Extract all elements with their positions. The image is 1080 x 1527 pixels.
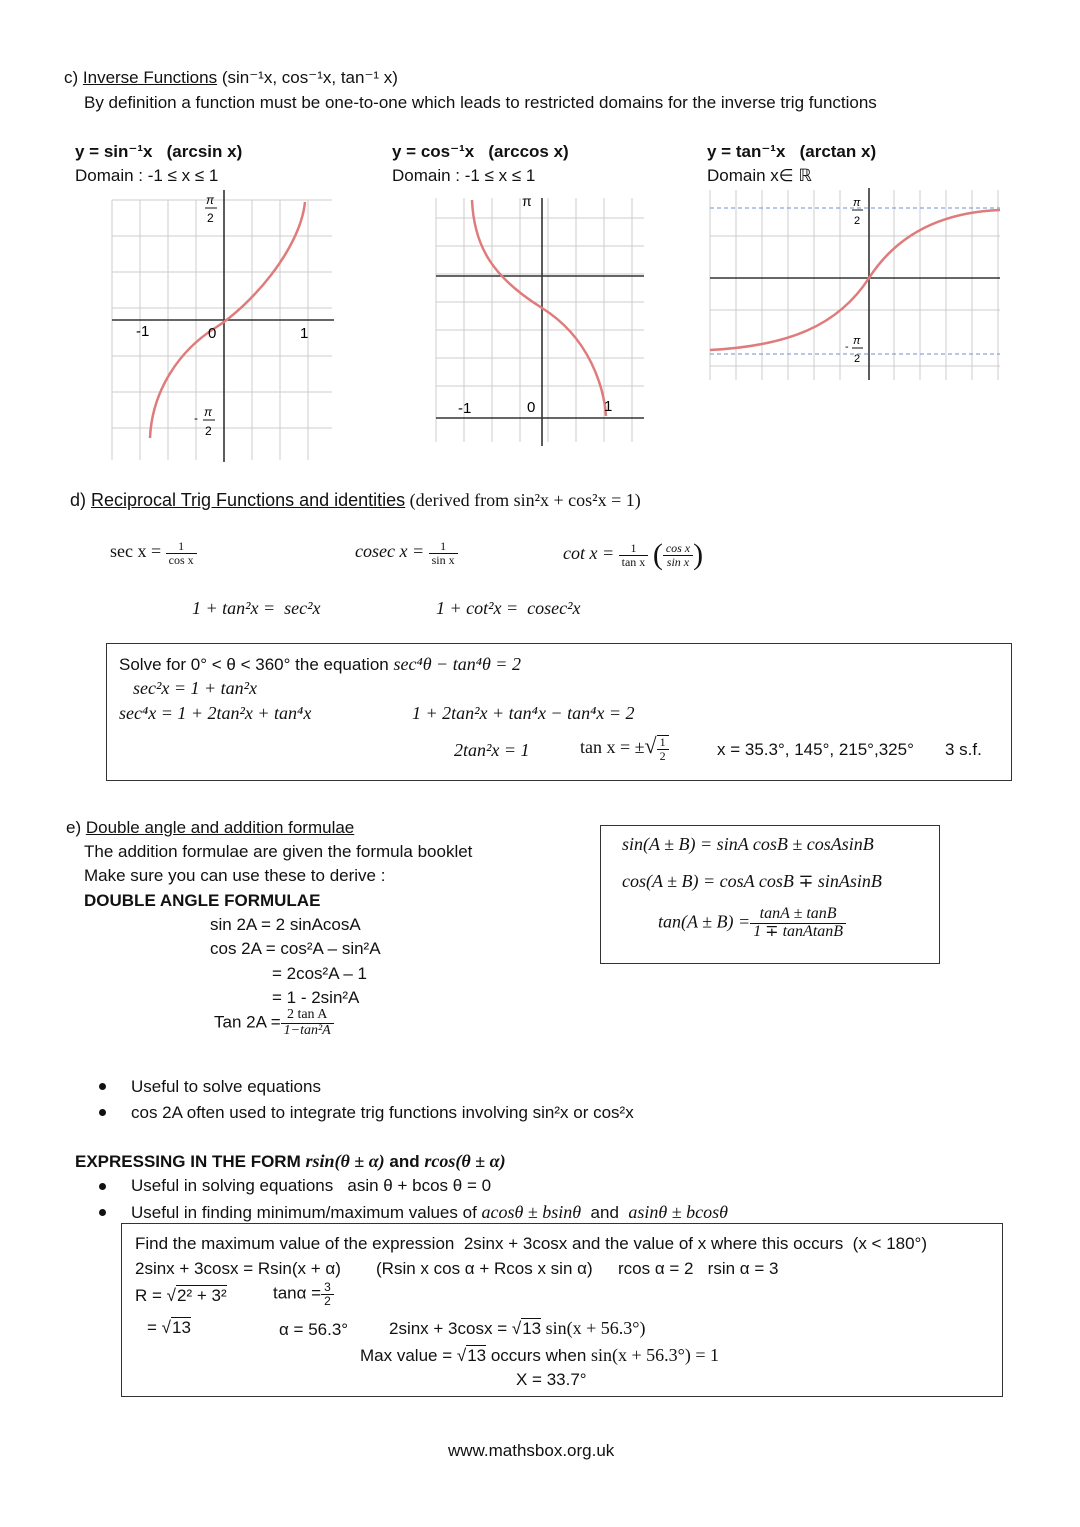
arctan-bottom-label: π — [853, 335, 861, 347]
arctan-curve — [710, 210, 1000, 350]
bullet-3 — [99, 1183, 106, 1190]
r-value: = √13 — [147, 1318, 191, 1337]
example2-line2b: (Rsin x cos α + Rcos x sin α) — [376, 1259, 593, 1278]
example1-line3: sec⁴x = 1 + 2tan²x + tan⁴x — [119, 703, 312, 723]
section-d-heading: d) Reciprocal Trig Functions and identities (derived from sin²x + cos²x = 1) — [70, 490, 641, 510]
example2-line2c: rcos α = 2 rsin α = 3 — [618, 1259, 779, 1278]
example1-answer: x = 35.3°, 145°, 215°,325° — [717, 740, 914, 759]
section-e-line2: Make sure you can use these to derive : — [84, 866, 386, 885]
arcsin-bottom-den: 2 — [205, 424, 212, 438]
arctan-top-label: π — [853, 197, 861, 209]
arcsin-domain: Domain : -1 ≤ x ≤ 1 — [75, 166, 219, 185]
x-value: X = 33.7° — [516, 1370, 587, 1389]
section-c-heading: c) Inverse Functions (sin⁻¹x, cos⁻¹x, tan⁻¹ x) — [64, 68, 398, 87]
bullet-text-2: cos 2A often used to integrate trig functions involving sin²x or cos²x — [131, 1103, 634, 1122]
r-calculation: R = √2² + 3² — [135, 1286, 227, 1305]
identity-tan-sec: 1 + tan²x = sec²x — [192, 598, 321, 618]
arctan-title: y = tan⁻¹x (arctan x) — [707, 142, 877, 161]
bullet-4 — [99, 1209, 106, 1216]
arccos-left-label: -1 — [458, 400, 472, 417]
cos2a-formula-c: = 1 - 2sin²A — [272, 988, 360, 1007]
example2-line2a: 2sinx + 3cosx = Rsin(x + α) — [135, 1259, 341, 1278]
example1-line4: 1 + 2tan²x + tan⁴x − tan⁴x = 2 — [412, 703, 635, 723]
arcsin-left-label: -1 — [136, 323, 150, 340]
arcsin-top-den: 2 — [207, 211, 214, 225]
arctan-bottom-den: 2 — [854, 353, 861, 365]
arctan-bottom-sign: - — [845, 341, 849, 353]
arccos-title: y = cos⁻¹x (arccos x) — [392, 142, 569, 161]
arctan-domain: Domain x∈ ℝ — [707, 166, 812, 185]
arcsin-bottom-label: π — [204, 405, 213, 419]
max-value-line: Max value = √13 occurs when sin(x + 56.3°) = 1 — [360, 1345, 720, 1365]
alpha-value: α = 56.3° — [279, 1320, 349, 1339]
arccos-graph — [434, 188, 646, 448]
arccos-right-label: 1 — [604, 398, 613, 415]
example1-tan-solution: tan x = ±√ $\frac{1}{2}$ — [580, 733, 669, 762]
double-angle-title: DOUBLE ANGLE FORMULAE — [84, 891, 321, 910]
cot-definition: cot x = $\frac{1}{\text{tan x}}$ ( $\frac{\text{cos x}}{\text{sin x}}$ ) — [563, 538, 704, 571]
tan-alpha: tanα = $\frac{3}{2}$ — [273, 1281, 334, 1307]
bullet-1 — [99, 1083, 106, 1090]
arcsin-title: y = sin⁻¹x (arcsin x) — [75, 142, 243, 161]
example1-line2: sec²x = 1 + tan²x — [133, 678, 258, 698]
cos2a-formula: cos 2A = cos²A – sin²A — [210, 939, 381, 958]
sec-definition: sec x = $\frac{1}{\text{cos x}}$ — [110, 540, 197, 566]
addition-tan: tan(A ± B) = $\frac{\tan A \pm \tan B}{\text{1 ∓ tanAtanB}}$ — [658, 906, 846, 941]
section-e-line1: The addition formulae are given the formula booklet — [84, 842, 473, 861]
double-angle-heading: Double angle and addition formulae — [85, 818, 355, 837]
section-e-heading: e) Double angle and addition formulae — [66, 818, 355, 837]
reciprocal-functions-heading: Reciprocal Trig Functions and identities — [91, 490, 406, 510]
arccos-top-label: π — [522, 193, 532, 209]
example1-line1: Solve for 0° < θ < 360° the equation sec⁴θ − tan⁴θ = 2 — [119, 654, 521, 674]
section-c-intro: By definition a function must be one-to-one which leads to restricted domains for the inverse trig functions — [84, 93, 877, 112]
inverse-functions-link: Inverse Functions — [82, 68, 218, 87]
arcsin-right-label: 1 — [300, 325, 309, 342]
example2-line1: Find the maximum value of the expression 2sinx + 3cosx and the value of x where this occurs (x < 180°) — [135, 1234, 928, 1253]
sin2a-formula: sin 2A = 2 sinAcosA — [210, 915, 361, 934]
arcsin-graph — [110, 190, 335, 465]
bullet-text-1: Useful to solve equations — [131, 1077, 321, 1096]
cosec-definition: cosec x = $\frac{1}{\text{sin x}}$ — [355, 540, 458, 566]
addition-cos: cos(A ± B) = cosA cosB ∓ sinAsinB — [622, 871, 882, 891]
footer-url[interactable]: www.mathsbox.org.uk — [448, 1441, 615, 1460]
bullet-text-3: Useful in solving equations asin θ + bcos θ = 0 — [131, 1176, 492, 1195]
arcsin-top-label: π — [206, 193, 215, 207]
arctan-top-den: 2 — [854, 215, 861, 227]
arctan-graph — [708, 186, 1002, 382]
rform-result: 2sinx + 3cosx = √13 sin(x + 56.3°) — [389, 1318, 646, 1338]
arcsin-origin-label: 0 — [208, 325, 217, 342]
arccos-origin-label: 0 — [527, 399, 536, 416]
identity-cot-cosec: 1 + cot²x = cosec²x — [436, 598, 581, 618]
arcsin-bottom-sign: - — [194, 411, 198, 425]
bullet-2 — [99, 1109, 106, 1116]
example1-line5: 2tan²x = 1 — [454, 740, 530, 760]
bullet-text-4: Useful in finding minimum/maximum values of acosθ ± bsinθ and asinθ ± bcosθ — [131, 1202, 728, 1222]
tan2a-formula: Tan 2A = $\frac{\text{2 tan A}}{\text{1−tan²A}}$ — [214, 1008, 334, 1038]
cos2a-formula-b: = 2cos²A – 1 — [272, 964, 367, 983]
addition-sin: sin(A ± B) = sinA cosB ± cosAsinB — [622, 834, 874, 854]
rform-heading: EXPRESSING IN THE FORM rsin(θ ± α) and rcos(θ ± α) — [75, 1151, 506, 1171]
example1-sf: 3 s.f. — [945, 740, 982, 759]
arccos-domain: Domain : -1 ≤ x ≤ 1 — [392, 166, 536, 185]
